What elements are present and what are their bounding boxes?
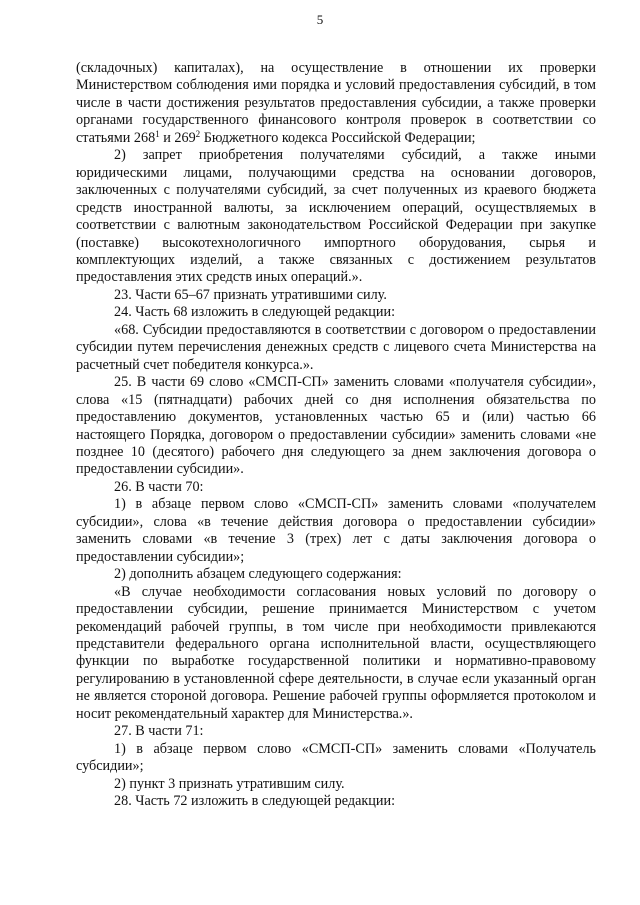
paragraph-currency-ban: 2) запрет приобретения получателями субсидий, а также иными юридическими лицами, получающими средства на основании договоров, заключенных с получателями субсидий, за счет полученных из краевого бюджета средств иностранной валюты, за исключением операций, осуществляемых в соответствии с валютным законодательством Российской Федерации при закупке (поставке) высокотехнологичного импортного оборудования, сырья и комплектующих изделий, а также связанных с достижением результатов предоставления этих средств иных операций.». <box>76 147 596 286</box>
paragraph-statute-references <box>76 60 596 147</box>
paragraph-item-27: 27. В части 71: <box>114 723 204 740</box>
paragraph-item-26-2: 2) дополнить абзацем следующего содержания: <box>114 566 402 583</box>
paragraph-part-68: «68. Субсидии предоставляются в соответствии с договором о предоставлении субсидии путем перечисления денежных средств с лицевого счета Министерства на расчетный счет победителя конкурса.». <box>76 321 596 373</box>
paragraph-item-26-1: 1) в абзаце первом слово «СМСП-СП» заменить словами «получателем субсидии», слова «в течение действия договора о предоставлении субсидии» заменить словами «в течение 3 (трех) лет с даты заключения договора о предоставлении субсидии»; <box>76 496 596 565</box>
paragraph-item-26: 26. В части 70: <box>114 478 204 495</box>
paragraph-item-24: 24. Часть 68 изложить в следующей редакции: <box>114 304 396 321</box>
paragraph-text: (складочных) капиталах), на осуществление в отношении их проверки Министерством соблюдения ими порядка и условий предоставления субсидий, в том числе в части достижения результатов предоставления субсидии, а также проверки органами государственного финансового контроля проверок в соответствии со статьями 268 <box>76 60 596 146</box>
paragraph-item-23: 23. Части 65–67 признать утратившими силу. <box>114 286 387 303</box>
superscript: 1 <box>155 128 160 139</box>
paragraph-item-28: 28. Часть 72 изложить в следующей редакции: <box>114 793 396 810</box>
paragraph-item-27-1: 1) в абзаце первом слово «СМСП-СП» заменить словами «Получатель субсидии»; <box>76 740 596 775</box>
superscript: 2 <box>195 128 201 139</box>
paragraph-item-27-2: 2) пункт 3 признать утратившим силу. <box>114 775 345 792</box>
paragraph-working-group: «В случае необходимости согласования новых условий по договору о предоставлении субсидии, решение принимается Министерством с учетом рекомендаций рабочей группы, в том числе при необходимости привлекаются представители федерального органа исполнительной власти, осуществляющего функции по выработке государственной политики и нормативно-правовому регулированию в установленной сфере деятельности, в случае если указанный орган не является стороной договора. Решение рабочей группы оформляется протоколом и носит рекомендательный характер для Министерства.». <box>76 583 596 722</box>
page-number: 5 <box>316 12 324 27</box>
document-body <box>76 60 596 810</box>
paragraph-item-25: 25. В части 69 слово «СМСП-СП» заменить словами «получателя субсидии», слова «15 (пятнадцати) рабочих дней со дня исполнения обязательства по предоставлению документов, установленных частью 65 и (или) частью 66 настоящего Порядка, договором о предоставлении субсидии» заменить словами «не позднее 10 (десятого) рабочего дня следующего за днем заключения договора о предоставлении субсидии». <box>76 374 596 478</box>
paragraph-text: Бюджетного кодекса Российской Федерации; <box>200 129 476 146</box>
paragraph-text: и 269 <box>159 129 196 146</box>
